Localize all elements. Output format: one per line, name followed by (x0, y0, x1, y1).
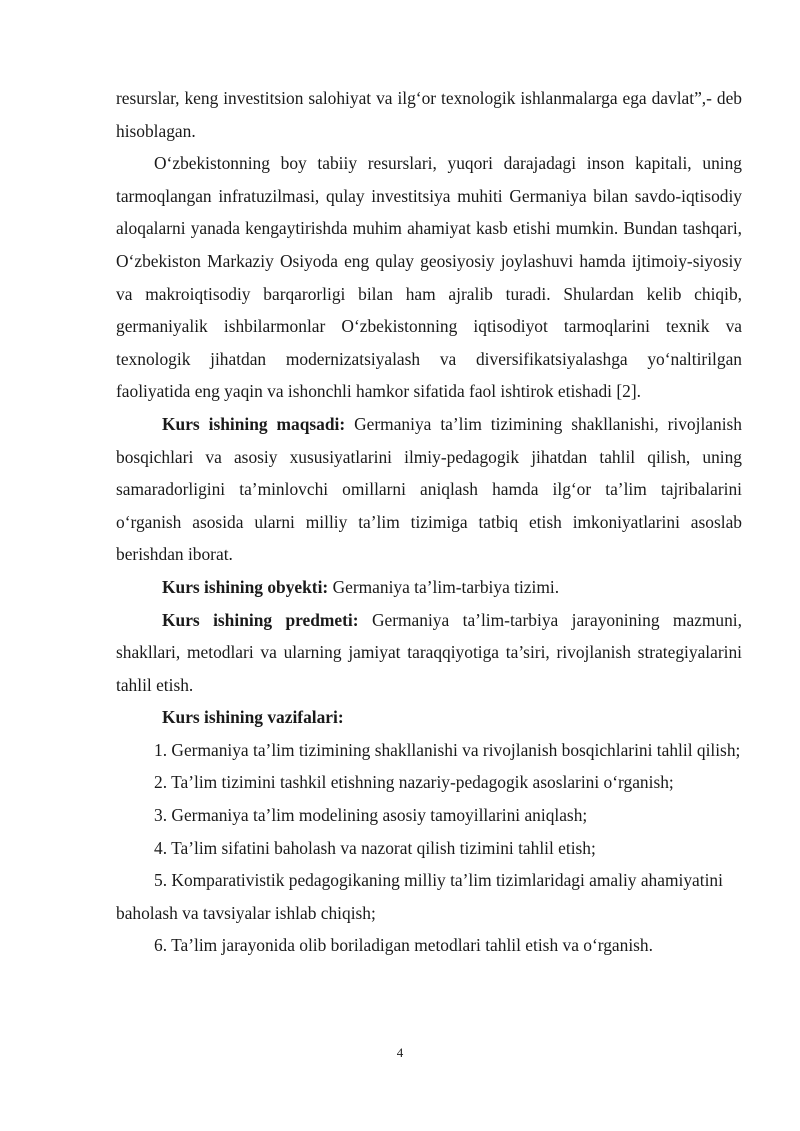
task-item: 5. Komparativistik pedagogikaning milliy ta’lim tizimlaridagi amaliy ahamiyatini baholash va tavsiyalar ishlab chiqish; (116, 870, 723, 923)
course-subject-text: Germaniya ta’lim-tarbiya jarayonining mazmuni, shakllari, metodlari va ularning jamiyat taraqqiyotiga ta’siri, rivojlanish strategiyalarini tahlil etish. (116, 609, 742, 695)
paragraph-course-subject (116, 604, 742, 702)
task-item: 6. Ta’lim jarayonida olib boriladigan metodlari tahlil etish va o‘rganish. (154, 935, 653, 956)
task-item: 4. Ta’lim sifatini baholash va nazorat qilish tizimini tahlil etish; (154, 837, 596, 858)
paragraph-course-goal (116, 408, 742, 571)
course-tasks-heading: Kurs ishining vazifalari: (162, 707, 344, 728)
paragraph-course-tasks-heading (116, 701, 742, 734)
paragraph-continuation: resurslar, keng investitsion salohiyat va ilg‘or texnologik ishlanmalarga ega davlat”,- deb hisoblagan. (116, 88, 742, 141)
course-subject-heading: Kurs ishining predmeti: (162, 609, 359, 630)
paragraph-uzbekistan-resources: O‘zbekistonning boy tabiiy resurslari, yuqori darajadagi inson kapitali, uning tarmoqlangan infratuzilmasi, qulay investitsiya muhiti Germaniya bilan savdo-iqtisodiy aloqalarni yanada kengaytirishda muhim ahamiyat kasb etishi mumkin. Bundan tashqari, O‘zbekiston Markaziy Osiyoda eng qulay geosiyosiy joylashuvi hamda ijtimoiy-siyosiy va makroiqtisodiy barqarorligi bilan ham ajralib turadi. Shulardan kelib chiqib, germaniyalik ishbilarmonlar O‘zbekistonning iqtisodiyot tarmoqlarini texnik va texnologik jihatdan modernizatsiyalash va diversifikatsiyalashga yo‘naltirilgan faoliyatida eng yaqin va ishonchli hamkor sifatida faol ishtirok etishadi [2]. (116, 153, 742, 402)
page-number: 4 (396, 1045, 404, 1060)
course-goal-heading: Kurs ishining maqsadi: (162, 413, 346, 434)
paragraph-course-object (116, 571, 742, 604)
course-goal-text: Germaniya ta’lim tizimining shakllanishi, rivojlanish bosqichlari va asosiy xususiyatlarini ilmiy-pedagogik jihatdan tahlil qilish, uning samaradorligini ta’minlovchi omillarni aniqlash hamda ilg‘or ta’lim tajribalarini o‘rganish asosida ularni milliy ta’lim tizimiga tatbiq etish imkoniyatlarini asoslab berishdan iborat. (116, 413, 742, 565)
task-item: 3. Germaniya ta’lim modelining asosiy tamoyillarini aniqlash; (154, 805, 588, 826)
course-object-text: Germaniya ta’lim-tarbiya tizimi. (328, 576, 560, 597)
task-item: 1. Germaniya ta’lim tizimining shakllanishi va rivojlanish bosqichlarini tahlil qilish; (154, 739, 741, 760)
course-object-heading: Kurs ishining obyekti: (162, 576, 329, 597)
task-item: 2. Ta’lim tizimini tashkil etishning nazariy-pedagogik asoslarini o‘rganish; (154, 772, 674, 793)
document-page (116, 82, 742, 962)
